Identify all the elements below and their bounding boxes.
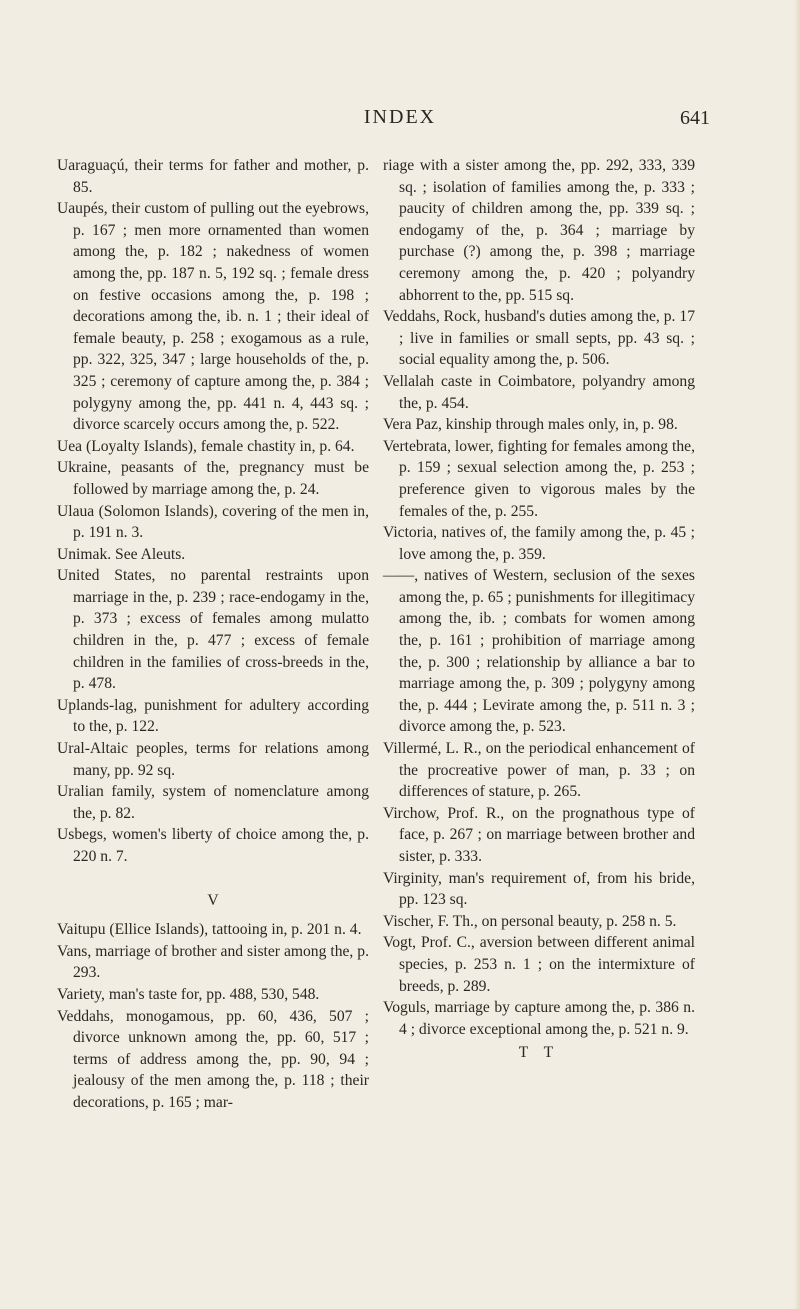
signature-mark: T T — [518, 1044, 560, 1062]
index-entry: Virchow, Prof. R., on the prognathous type of face, p. 267 ; on marriage between brother and sister, p. 333. — [383, 804, 695, 865]
index-entry: Vischer, F. Th., on personal beauty, p. 258 n. 5. — [383, 912, 677, 930]
index-entry: Veddahs, monogamous, pp. 60, 436, 507 ; divorce unknown among the, pp. 60, 517 ; terms of address among the, pp. 90, 94 ; jealousy of the men among the, p. 118 ; their decorations, p. 165 ; mar- — [57, 1007, 369, 1111]
index-entry: Vellalah caste in Coimbatore, polyandry among the, p. 454. — [383, 372, 695, 412]
page-title: INDEX — [363, 106, 437, 128]
left-column — [57, 155, 369, 1114]
index-entry: Ural-Altaic peoples, terms for relations among many, pp. 92 sq. — [57, 740, 369, 779]
index-entry: Victoria, natives of, the family among the, p. 45 ; love among the, p. 359. — [383, 524, 695, 563]
index-entry: Unimak. See Aleuts. — [57, 545, 186, 563]
section-letter: V — [207, 891, 219, 909]
index-entry: Veddahs, Rock, husband's duties among the, p. 17 ; live in families or small septs, pp. 43 sq. ; social equality among the, p. 506. — [383, 308, 695, 369]
right-column — [383, 155, 695, 1064]
index-entry: Villermé, L. R., on the periodical enhancement of the procreative power of man, p. 33 ; on differences of stature, p. 265. — [383, 740, 695, 801]
index-entry: Vaitupu (Ellice Islands), tattooing in, p. 201 n. 4. — [57, 921, 362, 939]
index-entry: Uaraguaçú, their terms for father and mother, p. 85. — [57, 157, 369, 196]
index-entry: Ukraine, peasants of the, pregnancy must be followed by marriage among the, p. 24. — [57, 459, 369, 498]
index-entry: Uaupés, their custom of pulling out the eyebrows, p. 167 ; men more ornamented than women among the, p. 182 ; nakedness of women among the, pp. 187 n. 5, 192 sq. ; female dress on festive occasions among the, p. 198 ; decorations among the, ib. n. 1 ; their ideal of female beauty, p. 258 ; exogamous as a rule, pp. 322, 325, 347 ; large households of the, p. 325 ; ceremony of capture among the, p. 384 ; polygyny among the, pp. 441 n. 4, 443 sq. ; divorce scarcely occurs among the, p. 522. — [57, 200, 369, 434]
index-entry: Vera Paz, kinship through males only, in, p. 98. — [383, 416, 678, 434]
index-entry: Ulaua (Solomon Islands), covering of the men in, p. 191 n. 3. — [57, 502, 369, 542]
index-entry: Uea (Loyalty Islands), female chastity in, p. 64. — [57, 437, 355, 455]
index-entry: Uplands-lag, punishment for adultery according to the, p. 122. — [57, 696, 369, 736]
index-entry: Variety, man's taste for, pp. 488, 530, 548. — [57, 985, 320, 1003]
index-entry: Vogt, Prof. C., aversion between different animal species, p. 253 n. 1 ; on the intermixture of breeds, p. 289. — [383, 934, 695, 995]
index-entry: Vans, marriage of brother and sister among the, p. 293. — [57, 942, 369, 982]
running-header — [0, 106, 800, 136]
index-entry: United States, no parental restraints upon marriage in the, p. 239 ; race-endogamy in the, p. 373 ; excess of females among mulatto children in the, p. 477 ; excess of female children in the families of cross-breeds in the, p. 478. — [57, 567, 369, 693]
index-entry: Vertebrata, lower, fighting for females among the, p. 159 ; sexual selection among the, p. 253 ; preference given to vigorous males by the females of the, p. 255. — [383, 437, 695, 520]
index-entry: Voguls, marriage by capture among the, p. 386 n. 4 ; divorce exceptional among the, p. 521 n. 9. — [383, 999, 695, 1038]
index-entry: Usbegs, women's liberty of choice among the, p. 220 n. 7. — [57, 826, 369, 865]
index-entry: Uralian family, system of nomenclature among the, p. 82. — [57, 783, 369, 822]
index-entry: ——, natives of Western, seclusion of the sexes among the, p. 65 ; punishments for illegitimacy among the, ib. ; combats for women among the, p. 161 ; prohibition of marriage among the, p. 300 ; relationship by alliance a bar to marriage among the, p. 309 ; polygyny among the, p. 444 ; Levirate among the, p. 511 n. 3 ; divorce among the, p. 523. — [383, 567, 695, 736]
index-entry: riage with a sister among the, pp. 292, 333, 339 sq. ; isolation of families among the, p. 333 ; paucity of children among the, pp. 339 sq. ; endogamy of the, p. 364 ; marriage by purchase (?) among the, p. 398 ; marriage ceremony among the, p. 420 ; polyandry abhorrent to the, pp. 515 sq. — [383, 157, 695, 304]
page-number: 641 — [680, 107, 710, 129]
index-entry: Virginity, man's requirement of, from his bride, pp. 123 sq. — [383, 869, 695, 909]
page-edge — [794, 0, 800, 1309]
